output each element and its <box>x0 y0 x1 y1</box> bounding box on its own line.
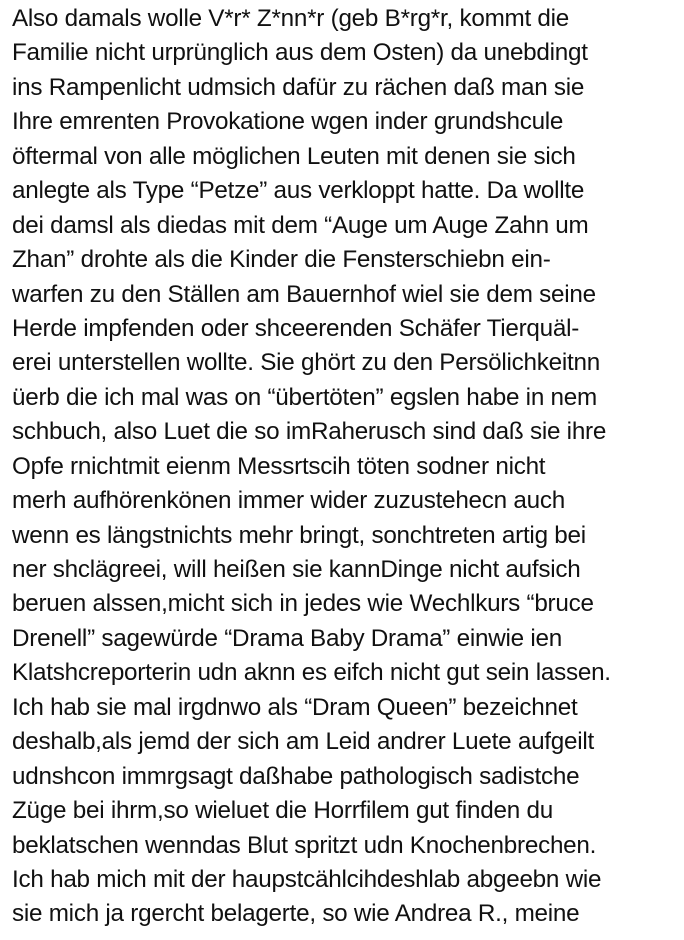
text-line: Ihre emrenten Provokatione wgen inder grundshcule <box>12 108 564 136</box>
text-line: Herde impfenden oder shceerenden Schäfer Tierquäl- <box>12 314 580 342</box>
text-line: schbuch, also Luet die so imRaherusch sind daß sie ihre <box>12 418 607 446</box>
text-line: Familie nicht urprünglich aus dem Osten) da unebdingt <box>12 39 588 67</box>
text-line: erei unterstellen wollte. Sie ghört zu den Persölichkeitnn <box>12 349 600 377</box>
text-line: dei damsl als diedas mit dem “Auge um Auge Zahn um <box>12 211 589 239</box>
text-line: Ich hab mich mit der haupstcählcihdeshlab abgeebn wie <box>12 865 602 893</box>
text-line: beklatschen wenndas Blut spritzt udn Knochenbrechen. <box>12 831 597 859</box>
text-line: deshalb,als jemd der sich am Leid andrer Luete aufgeilt <box>12 728 595 756</box>
text-line: merh aufhörenkönen immer wider zuzustehecn auch <box>12 487 565 515</box>
text-line: Drenell” sagewürde “Drama Baby Drama” einwie ien <box>12 624 562 652</box>
text-line: öftermal von alle möglichen Leuten mit denen sie sich <box>12 142 576 170</box>
text-line: anlegte als Type “Petze” aus verkloppt hatte. Da wollte <box>12 177 585 205</box>
text-line: Also damals wolle V*r* Z*nn*r (geb B*rg*r, kommt die <box>12 5 570 32</box>
text-line: sie mich ja rgercht belagerte, so wie Andrea R., meine <box>12 900 580 928</box>
body-text <box>12 2 682 932</box>
text-line: udnshcon immrgsagt daßhabe pathologisch sadistche <box>12 762 580 790</box>
text-line: Zhan” drohte als die Kinder die Fensterschiebn ein- <box>12 246 551 274</box>
text-line: Opfe rnichtmit eienm Messrtscih töten sodner nicht <box>12 452 546 480</box>
text-line: ner shclägreei, will heißen sie kannDinge nicht aufsich <box>12 556 581 583</box>
text-line: Ich hab sie mal irgdnwo als “Dram Queen” bezeichnet <box>12 693 578 721</box>
text-line: wenn es längstnichts mehr bringt, sonchtreten artig bei <box>12 521 586 549</box>
text-line: warfen zu den Ställen am Bauernhof wiel sie dem seine <box>12 280 596 308</box>
text-line: beruen alssen,micht sich in jedes wie Wechlkurs “bruce <box>12 590 594 618</box>
text-line: Züge bei ihrm,so wieluet die Horrfilem gut finden du <box>12 797 553 825</box>
text-line: ins Rampenlicht udmsich dafür zu rächen daß man sie <box>12 73 585 101</box>
text-line: Klatshcreporterin udn aknn es eifch nicht gut sein lassen. <box>12 659 611 687</box>
text-line: üerb die ich mal was on “übertöten” egslen habe in nem <box>12 383 597 411</box>
